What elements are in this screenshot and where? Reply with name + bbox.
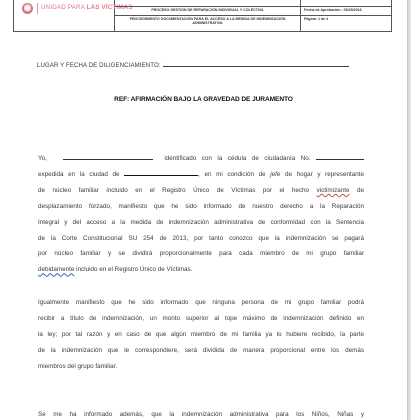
id-number-blank[interactable]: [316, 154, 364, 160]
place-and-date-field[interactable]: [37, 61, 349, 69]
name-blank[interactable]: [63, 154, 153, 160]
logo-cell: [14, 0, 133, 31]
declaration-paragraph-2: Igualmente manifiesto que he sido informado que ninguna persona de mi grupo familiar podrá recibir a título de indemnización, un monto superior al tope máximo de indemnización definido en la ley; por tal razón y en caso de que algún miembro de mi familia ya lo hubiere recibido, la parte de la indemnización que le correspondiere, será dividida de manera proporcional entre los demás miembros del grupo familiar.: [38, 299, 364, 370]
header-title-cell: [115, 0, 301, 31]
reference-title: REF: AFIRMACIÓN BAJO LA GRAVEDAD DE JURAMENTO: [114, 96, 293, 103]
declaration-paragraph-3: Se me ha informado además, que la indemnización administrativa para los Niños, Niñas y: [38, 411, 364, 418]
grammar-check-word: debidamente: [38, 266, 75, 274]
coat-of-arms-icon: [22, 3, 33, 14]
place-and-date-blank[interactable]: [163, 61, 349, 67]
place-and-date-label: LUGAR Y FECHA DE DILIGENCIAMIENTO:: [37, 62, 161, 69]
declaration-paragraph-1: Yo, identificado con la cédula de ciudadanía No. expedida en la ciudad de , en mi condición de jefe de hogar y representante de núcleo familiar incluido en el Registro Único de Víctimas por el hecho victimizante de desplazamiento forzado, manifiesto que he sido informado de nuestro derecho a la Reparación Integral y del acceso a la medida de indemnización administrativa de conformidad con la Sentencia de la Corte Constitucional SU 254 de 2013, por tanto conozco que la indemnización se pagará por núcleo familiar y se dividirá proporcionalmente para cada miembro de mi grupo familiar debidamente incluido en el Registro Único de Víctimas.: [38, 155, 365, 274]
document-header-table: [13, 0, 392, 32]
spellcheck-word: victimizante: [316, 186, 350, 194]
logo-divider: [37, 3, 38, 14]
city-blank[interactable]: [124, 170, 198, 176]
header-meta-cell: [301, 0, 391, 31]
header-process-name: PROCESO GESTIÓN DE REPARACIÓN INDIVIDUAL Y COLECTIVA: [115, 6, 300, 16]
approval-date: Fecha de Aprobación : 09/25/2016: [301, 6, 391, 16]
header-procedure-name: PROCEDIMIENTO DOCUMENTACIÓN PARA EL ACCESO A LA MEDIDA DE INDEMNIZACIÓN ADMINISTRATIVA: [129, 16, 286, 25]
organization-logo: UNIDAD PARA LAS VÍCTIMAS: [41, 4, 133, 11]
page-number: Página: 1 de 3: [304, 16, 329, 21]
